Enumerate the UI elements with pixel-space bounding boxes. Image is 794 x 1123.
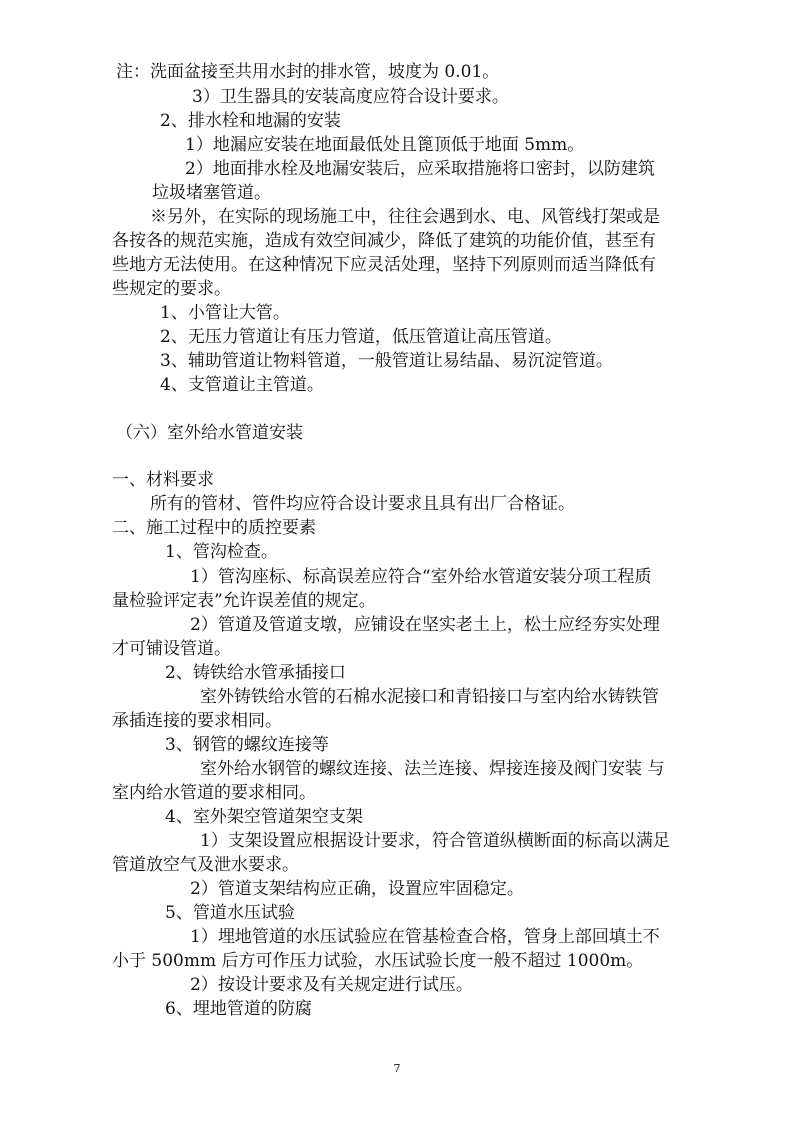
text-line: 2）管道及管道支墩，应铺设在坚实老土上，松土应经夯实处理 [190, 615, 660, 635]
text-line: 量检验评定表”允许误差值的规定。 [112, 591, 376, 611]
text-line: 室内给水管道的要求相同。 [112, 783, 316, 803]
text-line: 1）地漏应安装在地面最低处且篦顶低于地面 5mm。 [185, 135, 585, 155]
text-line: 各按各的规范实施，造成有效空间减少，降低了建筑的功能价值，甚至有 [112, 231, 656, 251]
text-line: 3、钢管的螺纹连接等 [165, 735, 329, 755]
section-heading: 二、施工过程中的质控要素 [112, 518, 316, 538]
page-number: 7 [393, 1062, 401, 1075]
text-line: 所有的管材、管件均应符合设计要求且具有出厂合格证。 [150, 494, 575, 514]
section-heading: （六）室外给水管道安装 [116, 423, 303, 443]
text-line: 1、管沟检查。 [165, 542, 278, 562]
text-line: 3）卫生器具的安装高度应符合设计要求。 [192, 87, 509, 107]
text-line: 小于 500mm 后方可作压力试验，水压试验长度一般不超过 1000m。 [112, 951, 644, 971]
text-line: 2、无压力管道让有压力管道，低压管道让高压管道。 [160, 327, 562, 347]
text-line: 才可铺设管道。 [112, 639, 231, 659]
text-line: 2、铸铁给水管承插接口 [165, 663, 346, 683]
text-line: 1）支架设置应根据设计要求，符合管道纵横断面的标高以满足 [200, 831, 670, 851]
section-heading: 一、材料要求 [112, 470, 214, 490]
text-line: ※另外，在实际的现场施工中，往往会遇到水、电、风管线打架或是 [150, 207, 660, 227]
text-line: 些地方无法使用。在这种情况下应灵活处理，坚持下列原则而适当降低有 [112, 255, 656, 275]
text-line: 1）管沟座标、标高误差应符合“室外给水管道安装分项工程质 [190, 567, 652, 587]
text-line: 6、埋地管道的防腐 [165, 999, 312, 1019]
text-line: 4、室外架空管道架空支架 [165, 807, 363, 827]
text-line: 垃圾堵塞管道。 [152, 183, 271, 203]
text-line: 注：洗面盆接至共用水封的排水管，坡度为 0.01。 [116, 62, 500, 82]
text-line: 室外给水钢管的螺纹连接、法兰连接、焊接连接及阀门安装 与 [200, 759, 665, 779]
text-line: 1）埋地管道的水压试验应在管基检查合格，管身上部回填土不 [190, 927, 660, 947]
text-line: 2、排水栓和地漏的安装 [160, 111, 341, 131]
text-line: 4、支管道让主管道。 [160, 375, 324, 395]
text-line: 些规定的要求。 [112, 279, 231, 299]
text-line: 承插连接的要求相同。 [112, 711, 282, 731]
text-line: 2）按设计要求及有关规定进行试压。 [190, 975, 473, 995]
text-line: 5、管道水压试验 [165, 903, 295, 923]
text-line: 2）管道支架结构应正确，设置应牢固稳定。 [190, 879, 524, 899]
text-line: 3、辅助管道让物料管道，一般管道让易结晶、易沉淀管道。 [160, 351, 613, 371]
text-line: 1、小管让大管。 [160, 303, 290, 323]
text-line: 室外铸铁给水管的石棉水泥接口和青铅接口与室内给水铸铁管 [200, 687, 659, 707]
text-line: 2）地面排水栓及地漏安装后，应采取措施将口密封，以防建筑 [185, 159, 655, 179]
text-line: 管道放空气及泄水要求。 [112, 855, 299, 875]
